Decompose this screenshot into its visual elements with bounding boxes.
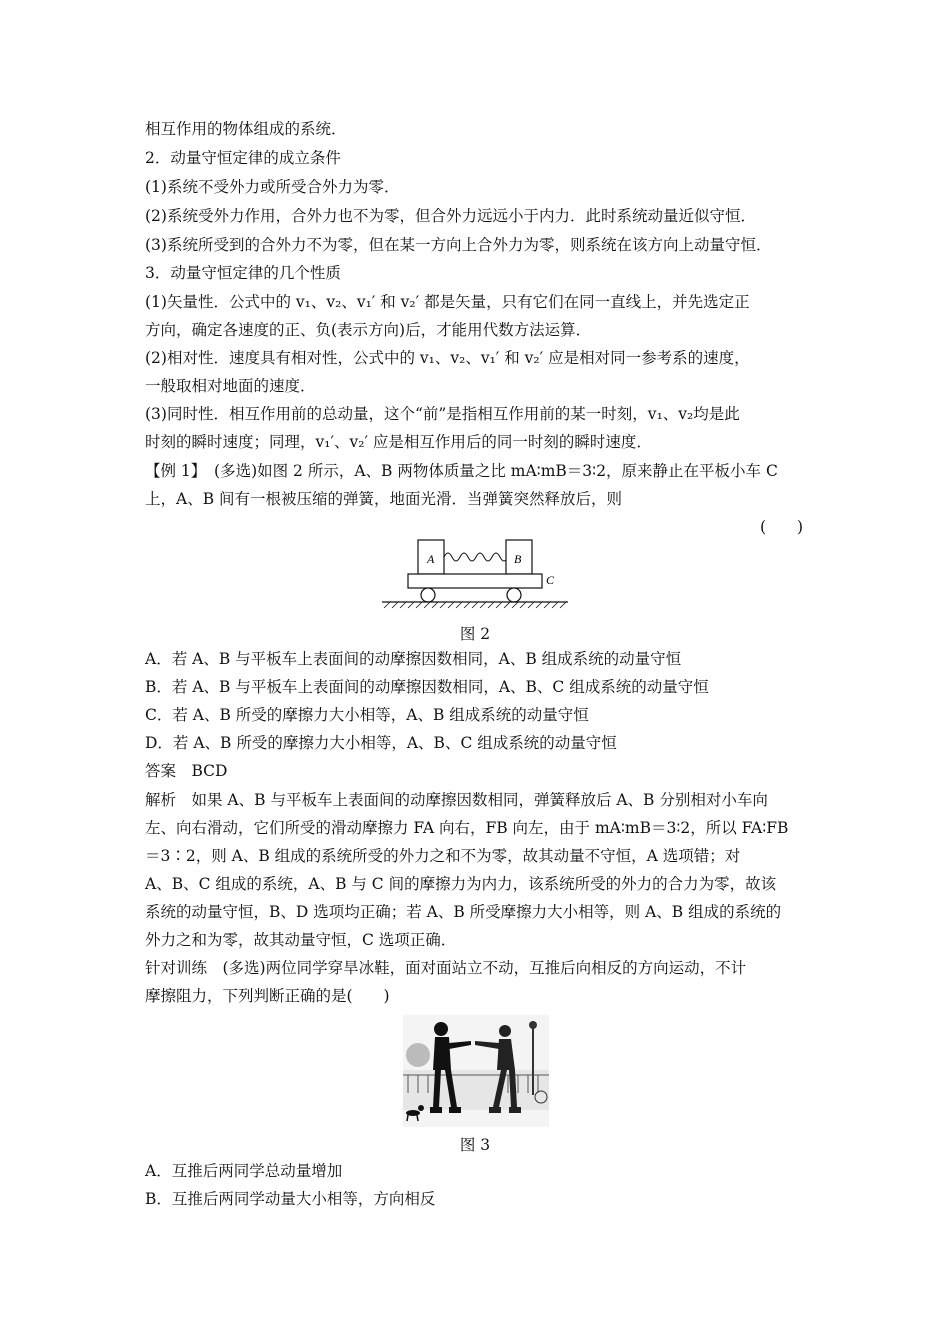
text-line: 方向，确定各速度的正、负(表示方向)后，才能用代数方法运算． <box>145 321 592 339</box>
text-line: (2)相对性．速度具有相对性，公式中的 v₁、v₂、v₁′ 和 v₂′ 应是相对同一参考系的速度， <box>145 349 750 367</box>
block-b-label: B <box>514 552 522 566</box>
text-line: (1)矢量性．公式中的 v₁、v₂、v₁′ 和 v₂′ 都是矢量，只有它们在同一直线上，并先选定正 <box>145 293 750 311</box>
explanation-line: 左、向右滑动，它们所受的滑动摩擦力 FA 向右，FB 向左，由于 mA∶mB＝3∶2，所以 FA∶FB <box>145 819 789 837</box>
answer-line: 答案 BCD <box>145 762 228 780</box>
option-a: A．若 A、B 与平板车上表面间的动摩擦因数相同，A、B 组成系统的动量守恒 <box>145 650 682 668</box>
explanation-line: 解析 如果 A、B 与平板车上表面间的动摩擦因数相同，弹簧释放后 A、B 分别相对小车向 <box>145 791 768 809</box>
exercise-title: 针对训练 (多选)两位同学穿旱冰鞋，面对面站立不动，互推后向相反的方向运动，不计 <box>145 959 747 977</box>
tree <box>406 1043 430 1067</box>
figure-2-cart-diagram <box>378 536 573 616</box>
cart-body <box>408 574 542 588</box>
explanation-line: 系统的动量守恒，B、D 选项均正确；若 A、B 所受摩擦力大小相等，则 A、B 组成的系统的 <box>145 903 782 921</box>
wheel-right <box>507 588 521 602</box>
option-a: A．互推后两同学总动量增加 <box>145 1162 343 1180</box>
explanation-line: A、B、C 组成的系统，A、B 与 C 间的摩擦力为内力，该系统所受的外力的合力为零，故该 <box>145 875 777 893</box>
example-title: 【例 1】 (多选)如图 2 所示，A、B 两物体质量之比 mA∶mB＝3∶2，原来静止在平板小车 C <box>145 462 778 480</box>
section-heading: 3．动量守恒定律的几个性质 <box>145 264 341 282</box>
block-a-label: A <box>427 552 435 566</box>
option-c: C．若 A、B 所受的摩擦力大小相等，A、B 组成系统的动量守恒 <box>145 706 589 724</box>
option-b: B．若 A、B 与平板车上表面间的动摩擦因数相同，A、B、C 组成系统的动量守恒 <box>145 678 709 696</box>
text-line: (2)系统受外力作用，合外力也不为零，但合外力远远小于内力．此时系统动量近似守恒． <box>145 207 756 225</box>
text-line: (3)同时性．相互作用前的总动量，这个“前”是指相互作用前的某一时刻，v₁、v₂均是此 <box>145 405 740 423</box>
text-line: (1)系统不受外力或所受合外力为零． <box>145 178 400 196</box>
spring <box>444 553 516 561</box>
text-line: 时刻的瞬时速度；同理，v₁′、v₂′ 应是相互作用后的同一时刻的瞬时速度． <box>145 433 652 451</box>
figure-3-skaters-image <box>403 1015 549 1127</box>
option-d: D．若 A、B 所受的摩擦力大小相等，A、B、C 组成系统的动量守恒 <box>145 734 617 752</box>
background-wall <box>403 1070 549 1110</box>
wheel-left <box>421 588 435 602</box>
text-line: (3)系统所受到的合外力不为零，但在某一方向上合外力为零，则系统在该方向上动量守恒． <box>145 236 772 254</box>
figure-3-caption: 图 3 <box>459 1136 491 1154</box>
section-heading: 2．动量守恒定律的成立条件 <box>145 149 341 167</box>
answer-parentheses: ( ) <box>760 518 804 536</box>
cart-label: C <box>546 573 555 587</box>
text-line: 上，A、B 间有一根被压缩的弹簧，地面光滑．当弹簧突然释放后，则 <box>145 490 623 508</box>
text-line: 相互作用的物体组成的系统． <box>145 120 347 138</box>
option-b: B．互推后两同学动量大小相等，方向相反 <box>145 1190 436 1208</box>
text-line: 摩擦阻力，下列判断正确的是( ) <box>145 987 390 1005</box>
text-line: 一般取相对地面的速度． <box>145 377 316 395</box>
explanation-line: ＝3∶2，则 A、B 组成的系统所受的外力之和不为零，故其动量不守恒，A 选项错；对 <box>145 847 741 865</box>
explanation-line: 外力之和为零，故其动量守恒，C 选项正确． <box>145 931 457 949</box>
figure-2-caption: 图 2 <box>459 625 491 643</box>
ground-hatching <box>384 602 566 608</box>
